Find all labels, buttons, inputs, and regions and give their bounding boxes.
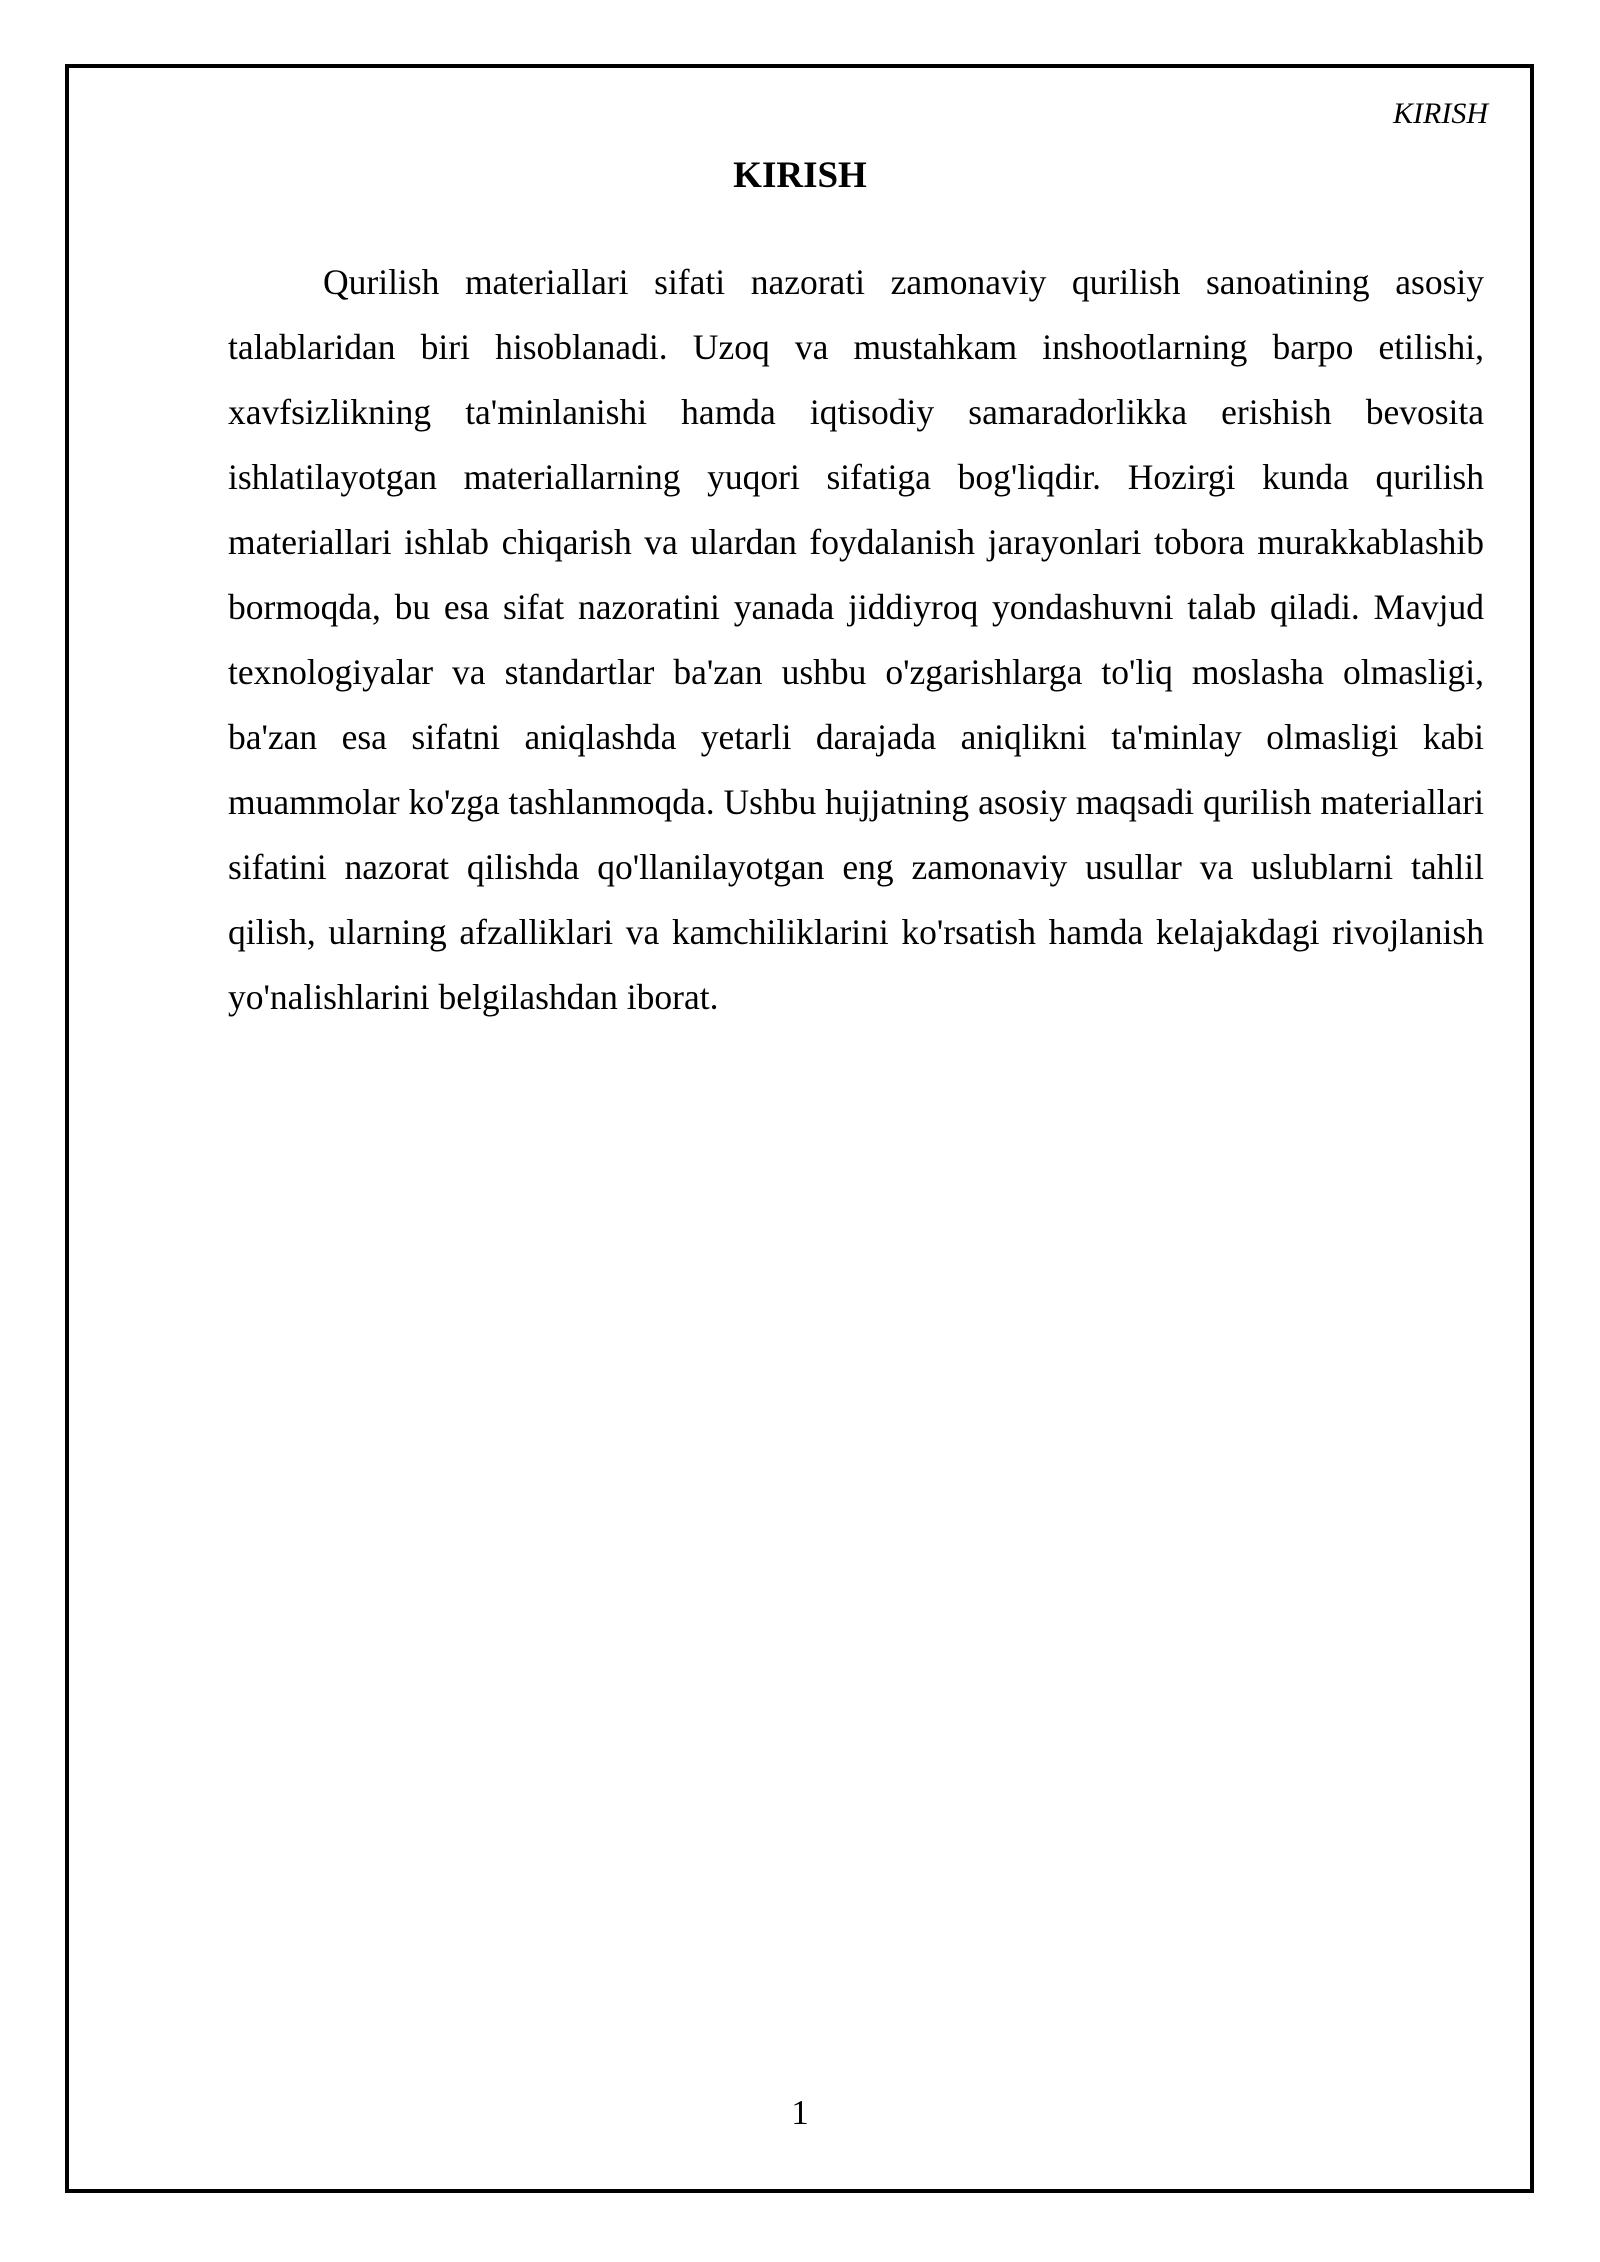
page-title: KIRISH — [733, 155, 867, 196]
running-header: KIRISH — [1393, 97, 1488, 130]
page-number: 1 — [791, 2093, 809, 2132]
body-paragraph: Qurilish materiallari sifati nazorati zamonaviy qurilish sanoatining asosiy talablaridan biri hisoblanadi. Uzoq va mustahkam inshootlarning barpo etilishi, xavfsizlikning ta'minlanishi hamda iqtisodiy samaradorlikka erishish bevosita ishlatilayotgan materiallarning yuqori sifatiga bog'liqdir. Hozirgi kunda qurilish materiallari ishlab chiqarish va ulardan foydalanish jarayonlari tobora murakkablashib bormoqda, bu esa sifat nazoratini yanada jiddiyroq yondashuvni talab qiladi. Mavjud texnologiyalar va standartlar ba'zan ushbu o'zgarishlarga to'liq moslasha olmasligi, ba'zan esa sifatni aniqlashda yetarli darajada aniqlikni ta'minlay olmasligi kabi muammolar ko'zga tashlanmoqda. Ushbu hujjatning asosiy maqsadi qurilish materiallari sifatini nazorat qilishda qo'llanilayotgan eng zamonaviy usullar va uslublarni tahlil qilish, ularning afzalliklari va kamchiliklarini ko'rsatish hamda kelajakdagi rivojlanish yo'nalishlarini belgilashdan iborat. — [228, 262, 1484, 1017]
